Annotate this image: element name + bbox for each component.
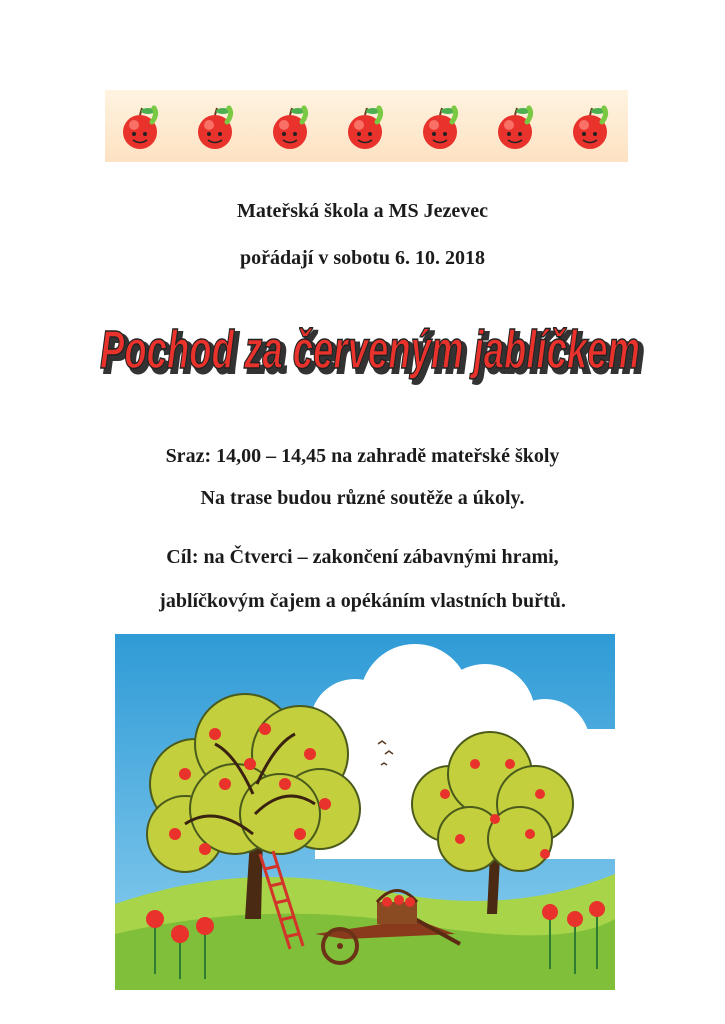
meeting-info: Sraz: 14,00 – 14,45 na zahradě mateřské školy <box>165 445 560 467</box>
route-info: Na trase budou různé soutěže a úkoly. <box>200 487 525 509</box>
event-title-text: Pochod za červeným jablíčkem <box>100 320 640 380</box>
date-line: pořádají v sobotu 6. 10. 2018 <box>239 247 486 269</box>
event-title-shadow: Pochod za červeným jablíčkem <box>104 324 644 384</box>
organizers-line: Mateřská škola a MS Jezevec <box>236 200 489 222</box>
apple-row <box>105 90 628 162</box>
apple-border-strip <box>105 90 628 162</box>
apple-icon-4 <box>348 108 382 149</box>
event-title <box>85 292 655 402</box>
apple-icon-3 <box>273 108 307 149</box>
apple-icon-1 <box>123 108 157 149</box>
apple-icon-2 <box>198 108 232 149</box>
goal-line-1: Cíl: na Čtverci – zakončení zábavnými hrami, <box>166 546 559 568</box>
apple-icon-5 <box>423 108 457 149</box>
apple-icon-6 <box>498 108 532 149</box>
apple-icon-7 <box>573 108 607 149</box>
orchard-illustration <box>115 634 615 990</box>
goal-line-2: jablíčkovým čajem a opékáním vlastních buřtů. <box>159 590 566 612</box>
